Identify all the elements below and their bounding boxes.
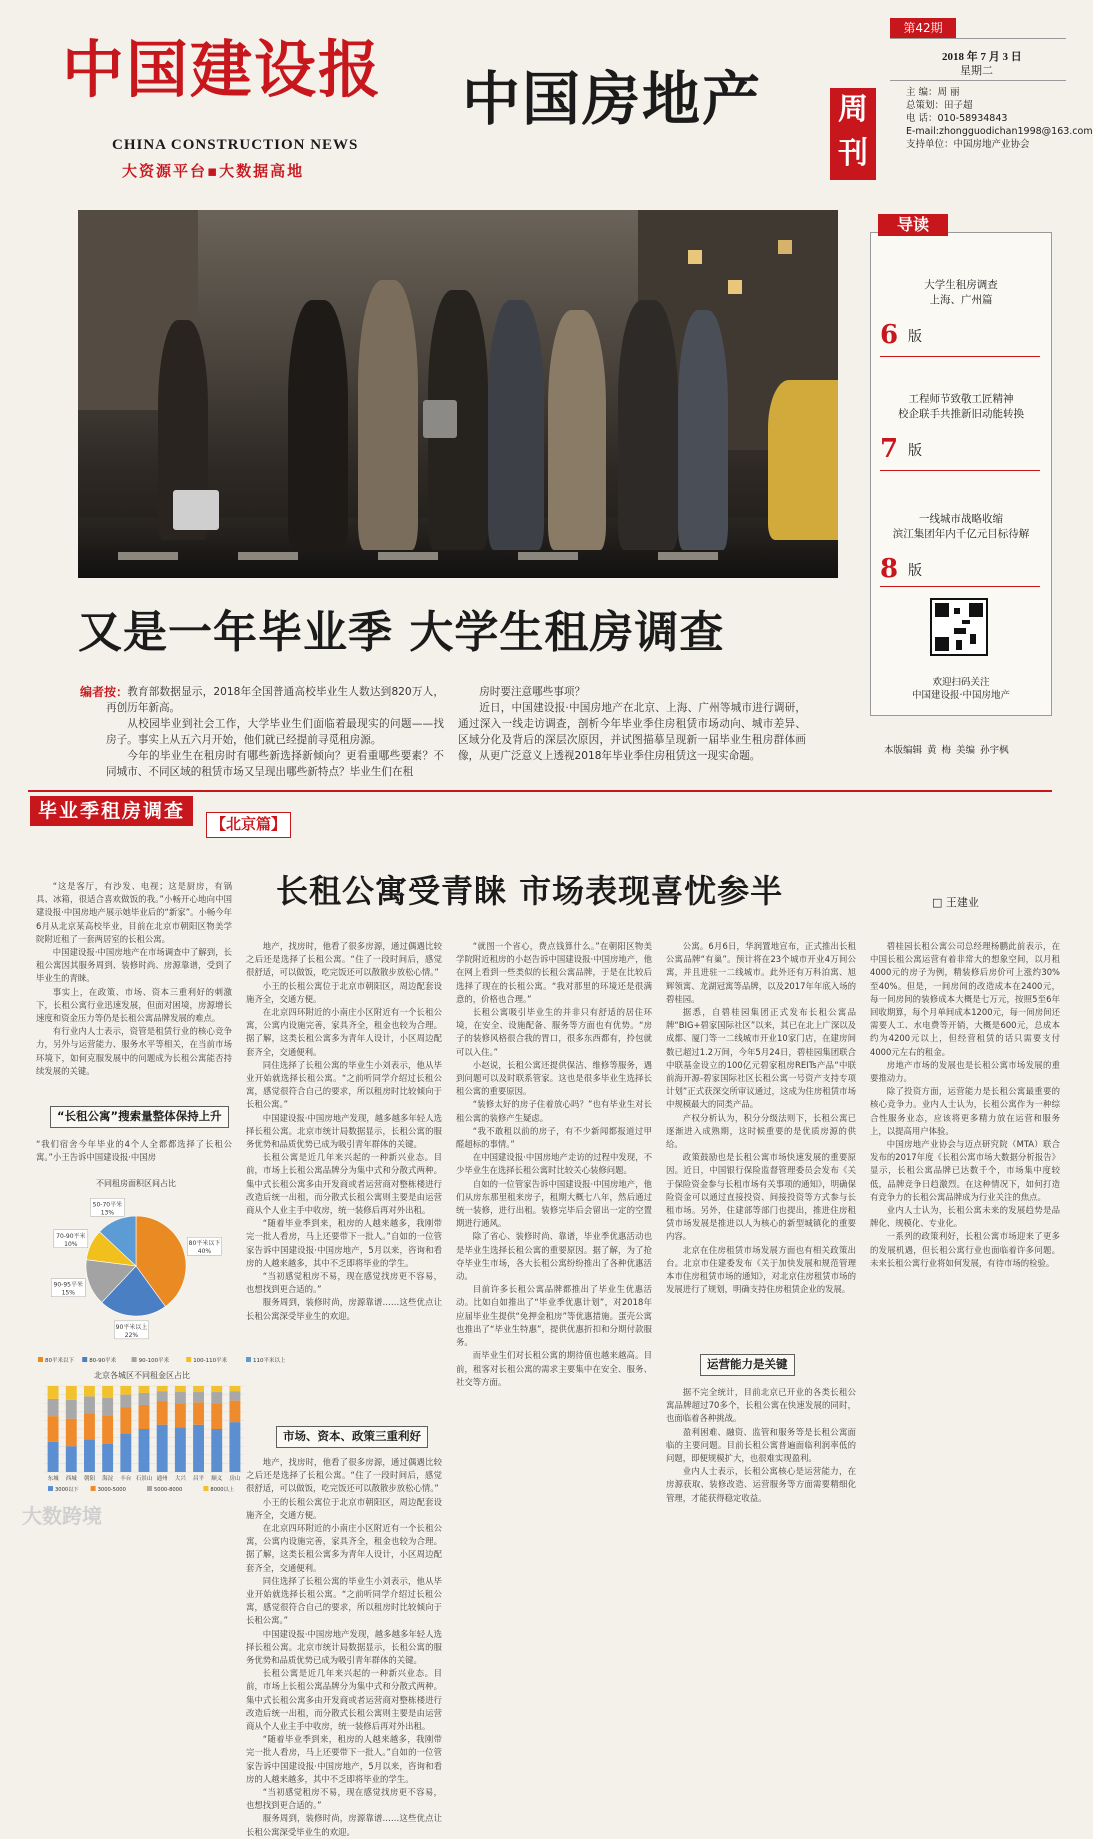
bar-category-label: 房山 [229,1476,241,1482]
bar-segment [157,1391,168,1401]
section-divider [28,790,1052,792]
bar-segment [84,1414,95,1440]
bar-segment [175,1403,186,1427]
info-line: 电 话：010-58934843 [906,113,1008,124]
bar-category-label: 昌平 [193,1476,205,1482]
guide-label: 导读 [878,214,948,236]
legend-label: 3000-5000 [97,1487,126,1493]
bar-category-label: 大兴 [174,1476,186,1482]
article-column: 据不完全统计，目前北京已开业的各类长租公寓品牌超过70多个，长租公寓在快速发展的同时，也面临着各种挑战。 盈利困难、融资、监管和服务等是长租公寓面临的主要问题。目前长租公寓普遍面临利润率低的问题，即便规模扩大，也很难实现盈利。 业内人士表示，长租公寓核心是运营能力，在房源获取、装修改造、运营服务等方面需要精细化管理，才能获得稳定收益。 [666,1387,856,1503]
bar-segment [157,1386,168,1391]
article-column: “我们宿舍今年毕业的4个人全都都选择了长租公寓。”小王告诉中国建设报·中国房 [36,1139,232,1163]
bar-segment [120,1408,131,1434]
issue-divider [890,38,1066,39]
issue-weekday: 星期二 [960,64,993,77]
article-column: 地产，找房时，他看了很多房源，通过偶遇比较之后还是选择了长租公寓。“住了一段时间后，感觉很舒适，可以做饭，吃完饭还可以散散步放松心情。” 小王的长租公寓位于北京市朝阳区，周边配套设施齐全，交通方便。 在北京四环附近的小南庄小区附近有一个长租公寓，公寓内设施完善，家具齐全，租金也较为合理。据了解，这类长租公寓多为青年人设计，小区周边配套齐全，交通便利。 同住选择了长租公寓的毕业生小刘表示，他从毕业开始就选择长租公寓。“之前听同学介绍过长租公寓，感觉很符合自己的要求，所以租房时比较倾向于长租公寓。” 中国建设报·中国房地产发现，越多越多年轻人选择长租公寓。北京市统计局数据显示，长租公寓的服务优势和品质优势已成为吸引青年群体的关键。 长租公寓是近几年来兴起的一种新兴业态。目前，市场上长租公寓品牌分为集中式和分散式两种。集中式长租公寓多由开发商或者运营商对整栋楼进行改造后统一出租，而分散式长租公寓则主要是由运营商从个人业主手中收房，统一装修后再对外出租。 “随着毕业季到来，租房的人越来越多，我刚带完一批人看房，马上还要带下一批人。”自如的一位管家告诉中国建设报·中国房地产，5月以来，咨询和看房的人越来越多，其中不乏即将毕业的学生。 “当初感觉租房不易，现在感觉找房更不容易，也想找到更合适的。” 服务周到，装修时尚，房源靠谱……这些优点让长租公寓深受毕业生的欢迎。 [246,1457,442,1837]
bar-segment [175,1386,186,1392]
info-line: 支持单位：中国房地产业协会 [906,139,1030,150]
bar-segment [84,1439,95,1472]
guide-item-text[interactable] [870,392,1052,422]
guide-page-number: 7 [880,434,899,464]
pie-slice-label: 15% [61,1289,75,1297]
editor-note-right: 房时要注意哪些事项？ 近日，中国建设报·中国房地产在北京、上海、广州等城市进行调研，通过深入一线走访调查，剖析今年毕业季住房租赁市场动向、城市差异、区域分化及背后的深层次原因，并试图描摹呈现新一届毕业生租房群体画像，从更广泛意义上透视2018年毕业季住房租赁这一现实命题。 [458,686,806,762]
bar-segment [48,1386,59,1399]
bar-segment [157,1425,168,1472]
bar-segment [229,1391,240,1400]
bar-category-label: 海淀 [102,1476,114,1482]
pie-chart [36,1190,236,1346]
guide-page-label: 版 [908,329,922,345]
bar-segment [211,1386,222,1392]
pie-slice-label: 70-90平米 [56,1232,86,1240]
legend-swatch [203,1486,208,1491]
bar-segment [120,1386,131,1395]
legend-swatch [38,1357,43,1362]
bar-segment [102,1444,113,1472]
pie-slice-label: 50-70平米 [92,1201,123,1209]
bar-category-label: 东城 [47,1476,59,1482]
weekly-badge: 周刊 [830,88,876,180]
bar-segment [229,1401,240,1423]
legend-label: 80平米以下 [45,1358,74,1364]
bar-segment [193,1425,204,1472]
info-line: 主 编：周 丽 [906,87,960,98]
bar-segment [229,1386,240,1391]
issue-number: 第42期 [890,18,956,38]
bar-segment [48,1416,59,1442]
bar-category-label: 石景山 [135,1476,153,1482]
legend-label: 8000以上 [210,1487,234,1493]
guide-page-label: 版 [908,563,922,579]
article-column: 公寓。6月6日，华润置地宣布，正式推出长租公寓品牌“有巢”。预计将在23个城市开业4万间公寓，并且进驻一二线城市。此外还有万科泊寓、旭辉领寓、龙湖冠寓等品牌，以及2017年年底入场的碧桂园。 据悉，自碧桂园集团正式发布长租公寓品牌“BIG+碧家国际社区”以来，其已在北上广深以及成都、厦门等一二线城市开业10家门店，在建房间数已超过1.2万间，今年5月24日，碧桂园集团联合中联基金设立的100亿元碧家租房REITs产品“中联前海开源-碧家国际社区长租公寓一号资产支持专项计划”正式获深交所审议通过，这成为住房租赁市场中规模最大的同类产品。 产权分析认为，积分分级法则下，长租公寓已逐渐进入成熟期，这时候重要的是优质房源的供给。 政策鼓励也是长租公寓市场快速发展的重要原因。近日，中国银行保险监督管理委员会发布《关于保险资金参与长租市场有关事项的通知》，明确保险资金可以通过直接投资、间接投资等方式参与长租市场。另外，住建部等部门也提出，推进住房租赁市场发展是推进以人为核心的新型城镇化的重要内容。 北京在住房租赁市场发展方面也有相关政策出台。北京市住建委发布《关于加快发展和规范管理本市住房租赁市场的通知》，对北京住房租赁市场的发展进行了规划，明确支持住房租赁企业的发展。 [666,941,856,1295]
column-banner: 毕业季租房调查 [30,796,193,826]
qr-code-icon[interactable] [930,598,988,656]
guide-item-line: 大学生租房调查 [924,279,998,291]
legend-label: 100-110平米 [193,1358,228,1364]
pie-slice-label: 90-95平米 [53,1281,83,1289]
info-line: 总策划：田子超 [906,100,973,111]
bar-segment [211,1403,222,1429]
pie-slice-label: 90平米以上 [115,1323,148,1331]
bar-segment [157,1401,168,1424]
pie-slice-label: 40% [197,1248,212,1256]
legend-swatch [186,1357,191,1362]
guide-item-line: 校企联手共推新旧动能转换 [898,408,1024,420]
qr-caption [870,676,1052,702]
bar-category-label: 丰台 [120,1476,132,1482]
main-headline: 又是一年毕业季 大学生租房调查 [78,607,725,658]
guide-item-text[interactable] [870,278,1052,308]
editor-note-left: 教育部数据显示，2018年全国普通高校毕业生人数达到820万人，再创历年新高。 从校园毕业到社会工作，大学毕业生们面临着最现实的问题——找房子。事实上从五六月开始，他们就已经提前寻觅租房源。 今年的毕业生在租房时有哪些新选择新倾向？更看重哪些要素？不同城市、不同区域的租赁市场又呈现出哪些新特点？毕业生们在租 [106,686,444,778]
legend-label: 110平米以上 [253,1358,286,1364]
bar-segment [48,1442,59,1472]
bar-segment [193,1392,204,1402]
guide-divider [880,470,1040,471]
article-title: 长租公寓受青睐 市场表现喜忧参半 [276,872,784,910]
guide-item-line: 一线城市战略收缩 [919,513,1003,525]
editor-note-label: 编者按： [80,685,129,699]
guide-item-line: 工程师节致敬工匠精神 [908,393,1014,405]
bar-segment [229,1422,240,1472]
legend-label: 5000-8000 [154,1487,183,1493]
newspaper-logo: 中国建设报 [62,33,383,106]
lead-photo [78,210,838,578]
pie-slice-label: 13% [100,1209,115,1217]
bar-segment [84,1396,95,1413]
guide-item-line: 滨江集团年内千亿元目标待解 [892,528,1030,540]
bar-segment [139,1429,150,1472]
newspaper-english-name: CHINA CONSTRUCTION NEWS [112,137,359,153]
bar-segment [102,1415,113,1443]
info-divider [890,80,1066,81]
pie-chart-panel [36,1178,236,1348]
pie-slice-label: 80平米以下 [188,1240,221,1248]
legend-label: 80-90平米 [89,1358,117,1364]
bar-category-label: 通州 [156,1476,168,1482]
legend-swatch [147,1486,152,1491]
bar-segment [211,1392,222,1403]
editorial-info [906,86,1093,151]
article-byline: □ 王建业 [932,896,979,909]
stacked-bar-chart [36,1382,248,1500]
bar-segment [139,1386,150,1393]
column-city-tag: 【北京篇】 [206,812,291,838]
guide-page-number: 8 [880,554,899,584]
chart-title: 北京各城区不同租金区占比 [94,1371,190,1380]
legend-label: 3000以下 [55,1487,79,1493]
bar-segment [120,1395,131,1408]
bar-segment [66,1386,77,1400]
pie-slice-label: 10% [64,1240,78,1248]
bar-category-label: 西城 [65,1476,77,1482]
bar-segment [139,1405,150,1429]
bar-segment [84,1386,95,1396]
guide-divider [880,356,1040,357]
bar-segment [120,1433,131,1472]
bar-segment [193,1386,204,1392]
qr-caption-line: 欢迎扫码关注 [932,677,990,688]
guide-page-label: 版 [908,443,922,459]
bar-segment [102,1398,113,1415]
newspaper-slogan: 大资源平台▪大数据高地 [122,162,305,180]
guide-item-text[interactable] [870,512,1052,542]
legend-swatch [91,1486,96,1491]
legend-swatch [82,1357,87,1362]
bar-segment [211,1429,222,1472]
bar-segment [193,1402,204,1424]
legend-swatch [246,1357,251,1362]
bar-segment [66,1419,77,1447]
section-subhead: 市场、资本、政策三重利好 [276,1426,428,1448]
issue-date: 2018 年 7 月 3 日 [942,51,1022,63]
guide-item-line: 上海、广州篇 [929,294,993,306]
guide-page-number: 6 [880,320,899,350]
section-subhead: 运营能力是关键 [700,1354,795,1376]
article-column: 碧桂园长租公寓公司总经理杨鹏此前表示，在中国长租公寓运营有着非常大的想象空间，以月租4000元的房子为例，精装修后房价可上涨约30%至40%。但是，一间房间的改造成本在2400元，每一间房间的装修成本大概是七万元，按照5至6年回收期算，每个月单间成本1200元，每一间房间还需要人工、水电费等开销，大概是600元，总成本约为4200元以上，但经营租赁的话只需要支付4000元左右的租金。 房地产市场的发展也是长租公寓市场发展的重要推动力。 除了投资方面，运营能力是长租公寓最重要的核心竞争力。业内人士认为，长租公寓作为一种综合性服务业态，应该将更多精力放在运营和服务上，以提高用户体验。 中国房地产业协会与迈点研究院（MTA）联合发布的2017年度《长租公寓市场大数据分析报告》显示，长租公寓品牌已达数千个，市场集中度较低，品牌竞争日趋激烈。在这种情况下，如何打造有竞争力的长租公寓品牌成为行业关注的焦点。 业内人士认为，长租公寓未来的发展趋势是品牌化、规模化、专业化。 一系列的政策利好，长租公寓市场迎来了更多的发展机遇，但长租公寓行业也面临着许多问题。未来长租公寓行业将如何发展，有待市场的检验。 [870,941,1060,1268]
bar-segment [66,1446,77,1472]
article-column: 地产，找房时，他看了很多房源，通过偶遇比较之后还是选择了长租公寓。“住了一段时间后，感觉很舒适，可以做饭，吃完饭还可以散散步放松心情。” 小王的长租公寓位于北京市朝阳区，周边配套设施齐全，交通方便。 在北京四环附近的小南庄小区附近有一个长租公寓，公寓内设施完善，家具齐全，租金也较为合理。据了解，这类长租公寓多为青年人设计，小区周边配套齐全，交通便利。 同住选择了长租公寓的毕业生小刘表示，他从毕业开始就选择长租公寓。“之前听同学介绍过长租公寓，感觉很符合自己的要求，所以租房时比较倾向于长租公寓。” 中国建设报·中国房地产发现，越多越多年轻人选择长租公寓。北京市统计局数据显示，长租公寓的服务优势和品质优势已成为吸引青年群体的关键。 长租公寓是近几年来兴起的一种新兴业态。目前，市场上长租公寓品牌分为集中式和分散式两种。集中式长租公寓多由开发商或者运营商对整栋楼进行改造后统一出租，而分散式长租公寓则主要是由运营商从个人业主手中收房，统一装修后再对外出租。 “随着毕业季到来，租房的人越来越多，我刚带完一批人看房，马上还要带下一批人。”自如的一位管家告诉中国建设报·中国房地产，5月以来，咨询和看房的人越来越多，其中不乏即将毕业的学生。 “当初感觉租房不易，现在感觉找房更不容易，也想找到更合适的。” 服务周到，装修时尚，房源靠谱……这些优点让长租公寓深受毕业生的欢迎。 [246,941,442,1321]
bar-category-label: 朝阳 [83,1476,95,1482]
legend-label: 90-100平米 [138,1358,170,1364]
watermark-logo: 大数跨境 [22,1504,102,1528]
article-column: “就图一个省心，费点钱算什么。”在朝阳区物美学院附近租房的小赵告诉中国建设报·中国房地产，他在网上看到一些类似的长租公寓品牌，于是在比较后选择了现在的长租公寓。“我对那里的环境还是很满意的，价格也合理。” 长租公寓吸引毕业生的并非只有舒适的居住环境，在安全、设施配备、服务等方面也有优势。“房子的装修风格很合我的胃口，很多东西都有，拎包就可以入住。” 小赵说，长租公寓还提供保洁、维修等服务，遇到问题可以及时联系管家。这也是很多毕业生选择长租公寓的重要原因。 “装修太好的房子住着放心吗？”也有毕业生对长租公寓的装修产生疑虑。 “我不敢租以前的房子，有不少新闻都报道过甲醛超标的事情。” 在中国建设报·中国房地产走访的过程中发现，不少毕业生在选择长租公寓时比较关心装修问题。 自如的一位管家告诉中国建设报·中国房地产，他们从房东那里租来房子，租期大概七八年，然后通过统一装修，进行出租。装修完毕后会留出一定的空置期进行通风。 除了省心、装修时尚、靠谱，毕业季优惠活动也是毕业生选择长租公寓的重要原因。据了解，为了抢夺毕业生市场，各大长租公寓纷纷推出了各种优惠活动。 目前许多长租公寓品牌都推出了毕业生优惠活动。比如自如推出了“毕业季优惠计划”，对2018年应届毕业生提供“免押金租房”等优惠措施。蛋壳公寓也推出了“毕业生特惠”，提供优惠折扣和分期付款服务。 而毕业生们对长租公寓的期待值也越来越高。目前，租客对长租公寓的需求主要集中在安全、服务、社交等方面。 [456,941,652,1387]
legend-swatch [132,1357,137,1362]
section-subhead: “长租公寓”搜索量整体保持上升 [50,1106,229,1128]
qr-caption-line: 中国建设报·中国房地产 [911,690,1011,701]
info-line: E-mail:zhongguodichan1998@163.com [906,126,1093,137]
chart-title: 不同租房面积区间占比 [96,1179,176,1188]
bar-segment [139,1393,150,1405]
page-editors: 本版编辑 黄 梅 美编 孙宇枫 [884,745,1009,756]
pie-slice-label: 22% [124,1331,139,1339]
bar-segment [175,1427,186,1472]
bar-category-label: 顺义 [211,1476,223,1482]
article-column: “这是客厅，有沙发、电视；这是厨房，有锅具、冰箱，很适合喜欢做饭的我。”小畅开心地向中国建设报·中国房地产展示她毕业后的“新家”。小畅今年6月从北京某高校毕业，目前在北京市朝阳区物美学院附近租了一套两居室的长租公寓。 中国建设报·中国房地产在市场调查中了解到，长租公寓因其服务周到、装修时尚、房源靠谱，受到了毕业生的青睐。 事实上，在政策、市场、资本三重利好的刺激下，长租公寓行业迅速发展，但面对困境，房源增长速度和资金压力等仍是长租公寓品牌发展的难点。 有行业内人士表示，资管是租赁行业的核心竞争力，另外与运营能力、服务水平等相关，在当前市场环境下，如何克服发展中的问题成为长租公寓能否持续发展的关键。 [36,881,232,1076]
bar-segment [102,1386,113,1398]
bar-segment [48,1399,59,1416]
bar-segment [175,1392,186,1403]
supplement-title: 中国房地产 [462,65,763,133]
pie-legend [36,1352,286,1366]
legend-swatch [48,1486,53,1491]
bar-segment [66,1400,77,1419]
guide-divider [880,586,1040,587]
bar-chart-panel [36,1370,248,1500]
